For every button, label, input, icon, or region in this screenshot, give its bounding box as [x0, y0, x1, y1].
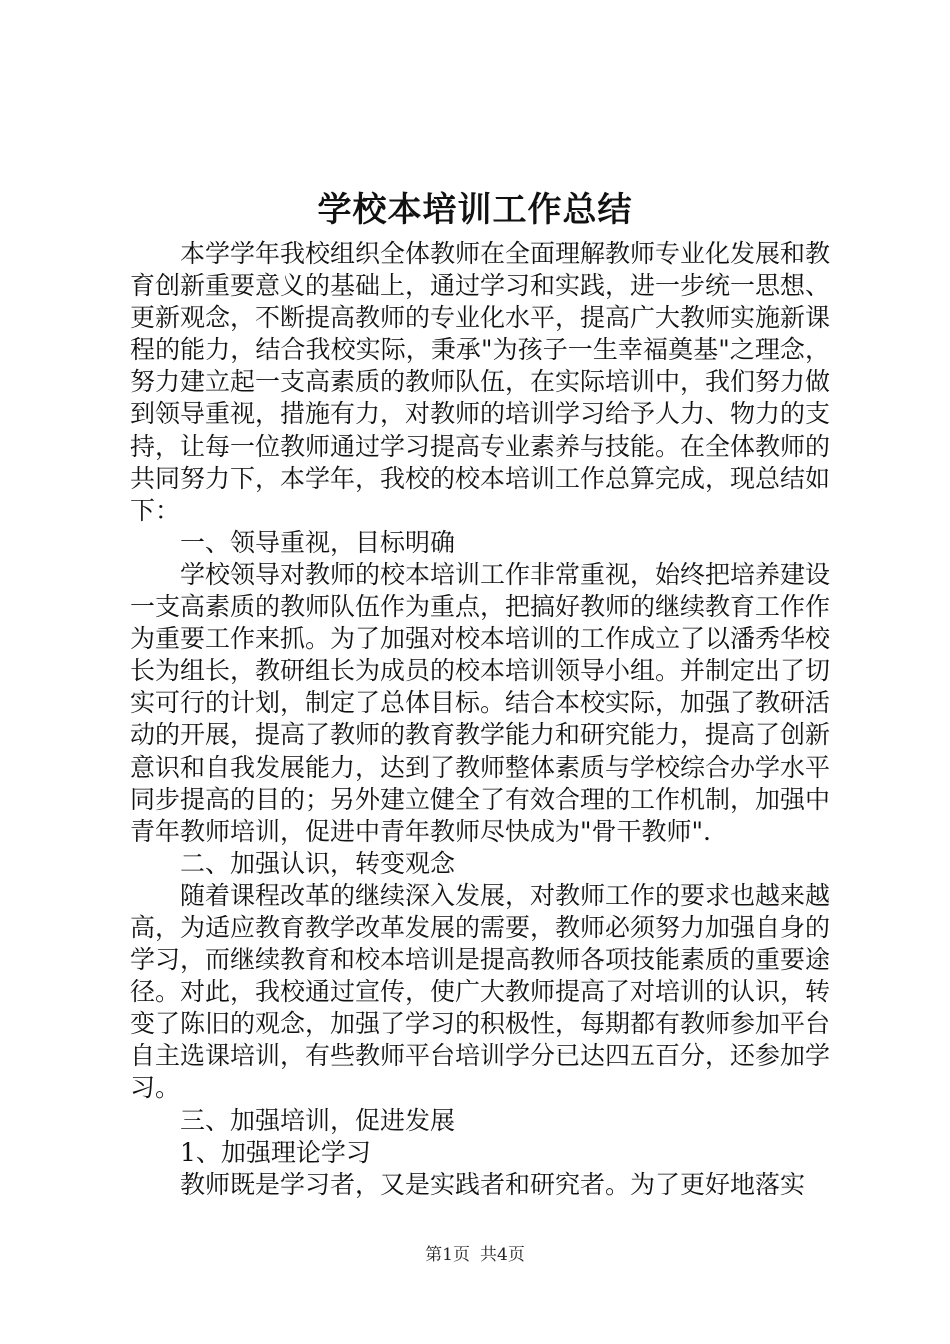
paragraph-subsection-1: 教师既是学习者，又是实践者和研究者。为了更好地落实	[180, 1169, 806, 1199]
page-number: 第1页	[425, 1245, 470, 1265]
section-heading-2: 二、加强认识，转变观念	[180, 848, 456, 878]
page-footer	[0, 1243, 950, 1267]
document-body	[130, 238, 830, 1201]
paragraph-section-1: 学校领导对教师的校本培训工作非常重视，始终把培养建设一支高素质的教师队伍作为重点，把搞好教师的继续教育工作作为重要工作来抓。为了加强对校本培训的工作成立了以潘秀华校长为组长，教研组长为成员的校本培训领导小组。并制定出了切实可行的计划，制定了总体目标。结合本校实际，加强了教研活动的开展，提高了教师的教育教学能力和研究能力，提高了创新意识和自我发展能力，达到了教师整体素质与学校综合办学水平同步提高的目的；另外建立健全了有效合理的工作机制，加强中青年教师培训，促进中青年教师尽快成为"骨干教师".	[130, 559, 831, 846]
section-heading-1: 一、领导重视，目标明确	[180, 527, 456, 557]
section-heading-3: 三、加强培训，促进发展	[180, 1105, 456, 1135]
subsection-heading-1: 1、加强理论学习	[180, 1137, 371, 1167]
page-total: 共4页	[480, 1245, 525, 1265]
paragraph-intro: 本学学年我校组织全体教师在全面理解教师专业化发展和教育创新重要意义的基础上，通过学习和实践，进一步统一思想、更新观念，不断提高教师的专业化水平，提高广大教师实施新课程的能力，结合我校实际，秉承"为孩子一生幸福奠基"之理念，努力建立起一支高素质的教师队伍，在实际培训中，我们努力做到领导重视，措施有力，对教师的培训学习给予人力、物力的支持，让每一位教师通过学习提高专业素养与技能。在全体教师的共同努力下，本学年，我校的校本培训工作总算完成，现总结如下：	[130, 239, 831, 525]
document-title: 学校本培训工作总结	[317, 190, 633, 230]
paragraph-section-2: 随着课程改革的继续深入发展，对教师工作的要求也越来越高，为适应教育教学改革发展的需要，教师必须努力加强自身的学习，而继续教育和校本培训是提高教师各项技能素质的重要途径。对此，我校通过宣传，使广大教师提高了对培训的认识，转变了陈旧的观念，加强了学习的积极性，每期都有教师参加平台自主选课培训，有些教师平台培训学分已达四五百分，还参加学习。	[130, 880, 831, 1103]
